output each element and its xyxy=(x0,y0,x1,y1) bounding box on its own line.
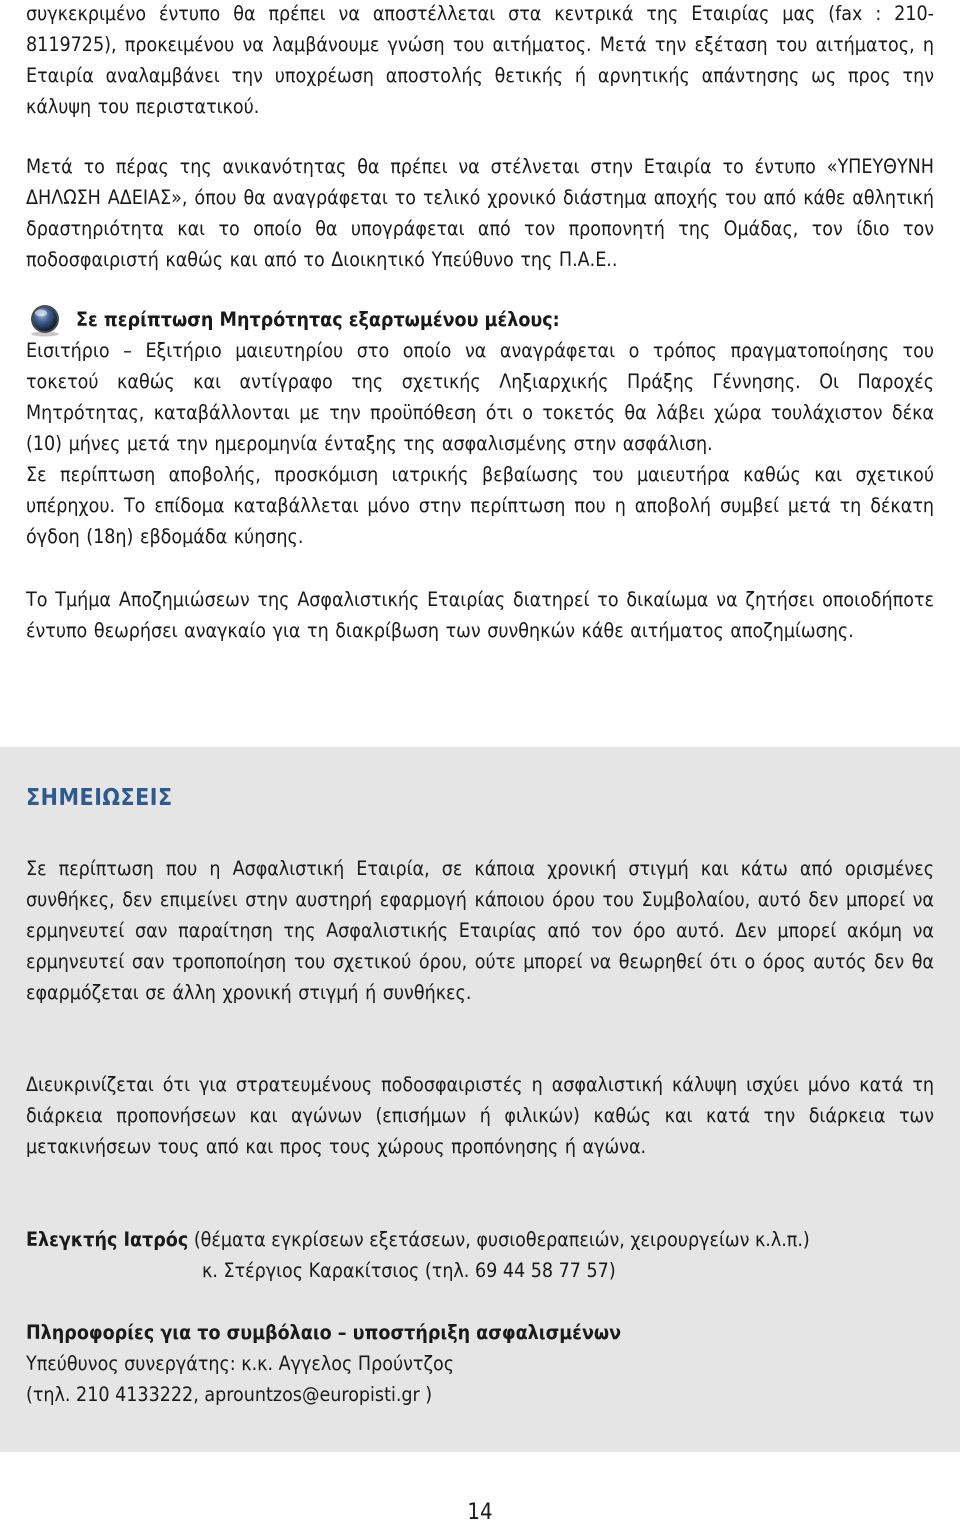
incapacity-paragraph: Μετά το πέρας της ανικανότητας θα πρέπει να στέλνεται στην Εταιρία το έντυπο «ΥΠΕΥΘΥΝΗ ΔΗΛΩΣΗ ΑΔΕΙΑΣ», όπου θα αναγράφεται το τελικό χρονικό διάστημα αποχής του από κάθε αθλητική δραστηριότητα και το οποίο θα υπογράφεται από τον προπονητή της Ομάδας, τον ίδιο τον ποδοσφαιριστή καθώς και από το Διοικητικό Υπεύθυνο της Π.Α.Ε.. xyxy=(26,155,934,271)
medical-examiner-desc: (θέματα εγκρίσεων εξετάσεων, φυσιοθεραπειών, χειρουργείων κ.λ.π.) xyxy=(188,1228,810,1251)
notes-paragraph-1: Σε περίπτωση που η Ασφαλιστική Εταιρία, σε κάποια χρονική στιγμή και κάτω από ορισμένες συνθήκες, δεν επιμείνει στην αυστηρή εφαρμογή κάποιου όρου του Συμβολαίου, αυτό δεν μπορεί να ερμηνευτεί σαν παραίτηση της Ασφαλιστικής Εταιρίας από τον όρο αυτό. Δεν μπορεί ακόμη να ερμηνευτεί σαν τροποποίηση του σχετικού όρου, ούτε μπορεί να θεωρηθεί ότι ο όρος αυτός δεν θα εφαρμόζεται σε άλλη χρονική στιγμή ή συνθήκες. xyxy=(26,857,934,1004)
maternity-paragraph-2: Σε περίπτωση αποβολής, προσκόμιση ιατρικής βεβαίωσης του μαιευτήρα καθώς και σχετικού υπέρηχου. Το επίδομα καταβάλλεται μόνο στην περίπτωση που η αποβολή συμβεί μετά τη δέκατη όγδοη (18η) εβδομάδα κύησης. xyxy=(26,463,934,548)
page-number: 14 xyxy=(467,1500,493,1525)
contract-info-line-2: (τηλ. 210 4133222, aprountzos@europisti.gr ) xyxy=(26,1383,433,1406)
medical-examiner-contact: κ. Στέργιος Καρακίτσιος (τηλ. 69 44 58 77 57) xyxy=(202,1259,616,1282)
notes-title: ΣΗΜΕΙΩΣΕΙΣ xyxy=(26,785,173,811)
notes-section-body-2 xyxy=(26,1069,934,1162)
sphere-bullet-icon xyxy=(26,303,64,337)
maternity-heading: Σε περίπτωση Μητρότητας εξαρτωμένου μέλους: xyxy=(76,308,560,331)
top-continuation-paragraph: συγκεκριμένο έντυπο θα πρέπει να αποστέλλεται στα κεντρικά της Εταιρίας μας (fax : 210-8119725), προκειμένου να λαμβάνουμε γνώση του αιτήματος. Μετά την εξέταση του αιτήματος, η Εταιρία αναλαμβάνει την υποχρέωση αποστολής θετικής ή αρνητικής απάντησης ως προς την κάλυψη του περιστατικού. xyxy=(26,2,934,118)
section-claims xyxy=(26,584,934,646)
contract-info-line-1: Υπεύθυνος συνεργάτης: κ.κ. Αγγελος Προύντζος xyxy=(26,1352,455,1375)
section-maternity xyxy=(26,304,934,552)
medical-examiner-label: Ελεγκτής Ιατρός xyxy=(26,1228,189,1251)
maternity-paragraph-1: Εισιτήριο – Εξιτήριο μαιευτηρίου στο οποίο να αναγράφεται ο τρόπος πραγματοποίησης του τοκετού καθώς και αντίγραφο της σχετικής Ληξιαρχικής Πράξης Γέννησης. Οι Παροχές Μητρότητας, καταβάλλονται με την προϋπόθεση ότι ο τοκετός θα λάβει χώρα τουλάχιστον δέκα (10) μήνες μετά την ημερομηνία ένταξης της ασφαλισμένης στην ασφάλιση. xyxy=(26,339,934,455)
notes-section-body xyxy=(26,853,934,1008)
maternity-heading-row xyxy=(26,304,934,335)
section-incapacity xyxy=(26,151,934,275)
medical-examiner-block xyxy=(26,1224,934,1286)
notes-paragraph-2: Διευκρινίζεται ότι για στρατευμένους ποδοσφαιριστές η ασφαλιστική κάλυψη ισχύει μόνο κατά τη διάρκεια προπονήσεων και αγώνων (επισήμων ή φιλικών) καθώς και κατά την διάρκεια των μετακινήσεων τους από και προς τους χώρους προπόνησης ή αγώνα. xyxy=(26,1073,934,1158)
contract-info-block xyxy=(26,1317,934,1410)
claims-paragraph: Το Τμήμα Αποζημιώσεων της Ασφαλιστικής Εταιρίας διατηρεί το δικαίωμα να ζητήσει οποιοδήποτε έντυπο θεωρήσει αναγκαίο για τη διακρίβωση των συνθηκών κάθε αιτήματος αποζημίωσης. xyxy=(26,588,934,642)
medical-examiner-line xyxy=(26,1224,934,1255)
contract-info-heading: Πληροφορίες για το συμβόλαιο – υποστήριξη ασφαλισμένων xyxy=(26,1321,622,1344)
section-top xyxy=(26,0,934,122)
